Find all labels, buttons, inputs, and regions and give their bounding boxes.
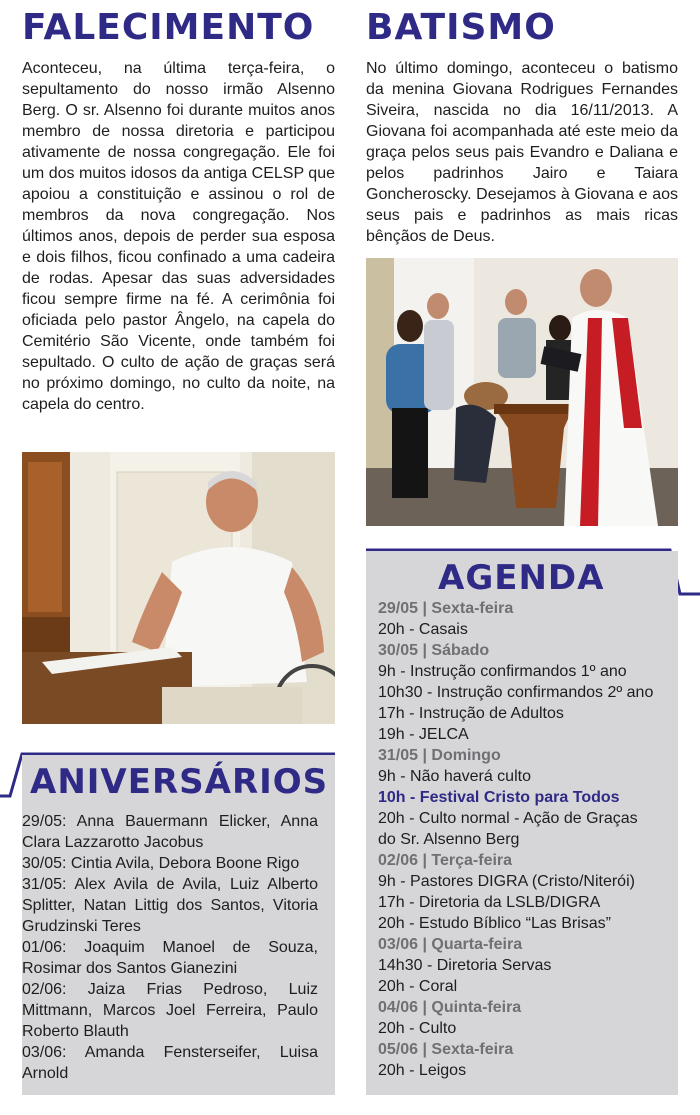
baptism-photo xyxy=(366,258,678,526)
aniversarios-heading: ANIVERSÁRIOS xyxy=(30,762,329,802)
agenda-event: 20h - Coral xyxy=(378,978,458,995)
aniversarios-list xyxy=(22,811,318,1084)
list-item: 29/05: Anna Bauermann Elicker, Anna Clara Lazzarotto Jacobus xyxy=(22,813,318,851)
elderly-man-photo-illustration xyxy=(22,452,335,724)
funeral-photo xyxy=(22,452,335,724)
agenda-event: 20h - Casais xyxy=(378,621,468,638)
agenda-date: 29/05 | Sexta-feira xyxy=(378,600,514,617)
list-item: 02/06: Jaiza Frias Pedroso, Luiz Mittmann, Marcos Joel Ferreira, Paulo Roberto Blauth xyxy=(22,981,318,1040)
list-item: 30/05: Cintia Avila, Debora Boone Rigo xyxy=(22,855,300,872)
agenda-event: 20h - Culto normal - Ação de Graças xyxy=(378,810,638,827)
agenda-event: do Sr. Alsenno Berg xyxy=(378,831,520,848)
agenda-event: 17h - Diretoria da LSLB/DIGRA xyxy=(378,894,601,911)
agenda-event: 20h - Estudo Bíblico “Las Brisas” xyxy=(378,915,611,932)
falecimento-text: Aconteceu, na última terça-feira, o sepultamento do nosso irmão Alsenno Berg. O sr. Alsenno foi durante muitos anos membro de nossa diretoria e participou ativamente de nossa congregação. Ele foi um dos muitos idosos da antiga CELSP que apoiou a constituição e assinou o rol de membros da nova congregação. Nos últimos anos, depois de perder sua esposa e dois filhos, ficou confinado a uma cadeira de rodas. Apesar das suas adversidades ficou sempre firme na fé. A cerimônia foi oficiada pelo pastor Ângelo, na capela do Cemitério São Vicente, onde também foi sepultado. O culto de ação de graças será no próximo domingo, no culto da noite, na capela do centro. xyxy=(22,60,335,413)
batismo-text: No último domingo, aconteceu o batismo da menina Giovana Rodrigues Fernandes Siveira, nascida no dia 16/11/2013. A Giovana foi acompanhada até este meio da graça pelos seus pais Evandro e Daliana e pelos padrinhos Jairo e Taiara Goncheroscky. Desejamos à Giovana e aos seus pais e padrinhos as mais ricas bênçãos de Deus. xyxy=(366,60,678,245)
agenda-date: 30/05 | Sábado xyxy=(378,642,490,659)
agenda-date: 04/06 | Quinta-feira xyxy=(378,999,522,1016)
agenda-event: 19h - JELCA xyxy=(378,726,469,743)
agenda-event: 10h30 - Instrução confirmandos 2º ano xyxy=(378,684,654,701)
agenda-event: 17h - Instrução de Adultos xyxy=(378,705,564,722)
batismo-heading: BATISMO xyxy=(366,7,556,48)
agenda-date: 31/05 | Domingo xyxy=(378,747,501,764)
agenda-heading: AGENDA xyxy=(438,558,605,598)
agenda-event: 14h30 - Diretoria Servas xyxy=(378,957,552,974)
agenda-list xyxy=(378,598,678,1081)
falecimento-heading: FALECIMENTO xyxy=(22,7,315,48)
agenda-event: 20h - Leigos xyxy=(378,1062,467,1079)
baptism-photo-illustration xyxy=(366,258,678,526)
agenda-date: 02/06 | Terça-feira xyxy=(378,852,513,869)
agenda-date: 05/06 | Sexta-feira xyxy=(378,1041,514,1058)
agenda-event-highlight: 10h - Festival Cristo para Todos xyxy=(378,789,620,806)
agenda-event: 20h - Culto xyxy=(378,1020,457,1037)
agenda-date: 03/06 | Quarta-feira xyxy=(378,936,523,953)
list-item: 03/06: Amanda Fensterseifer, Luisa Arnold xyxy=(22,1044,318,1082)
list-item: 31/05: Alex Avila de Avila, Luiz Alberto Splitter, Natan Littig dos Santos, Vitoria Grudzinski Teres xyxy=(22,876,318,935)
agenda-event: 9h - Não haverá culto xyxy=(378,768,531,785)
agenda-event: 9h - Instrução confirmandos 1º ano xyxy=(378,663,627,680)
agenda-event: 9h - Pastores DIGRA (Cristo/Niterói) xyxy=(378,873,635,890)
list-item: 01/06: Joaquim Manoel de Souza, Rosimar dos Santos Gianezini xyxy=(22,939,318,977)
